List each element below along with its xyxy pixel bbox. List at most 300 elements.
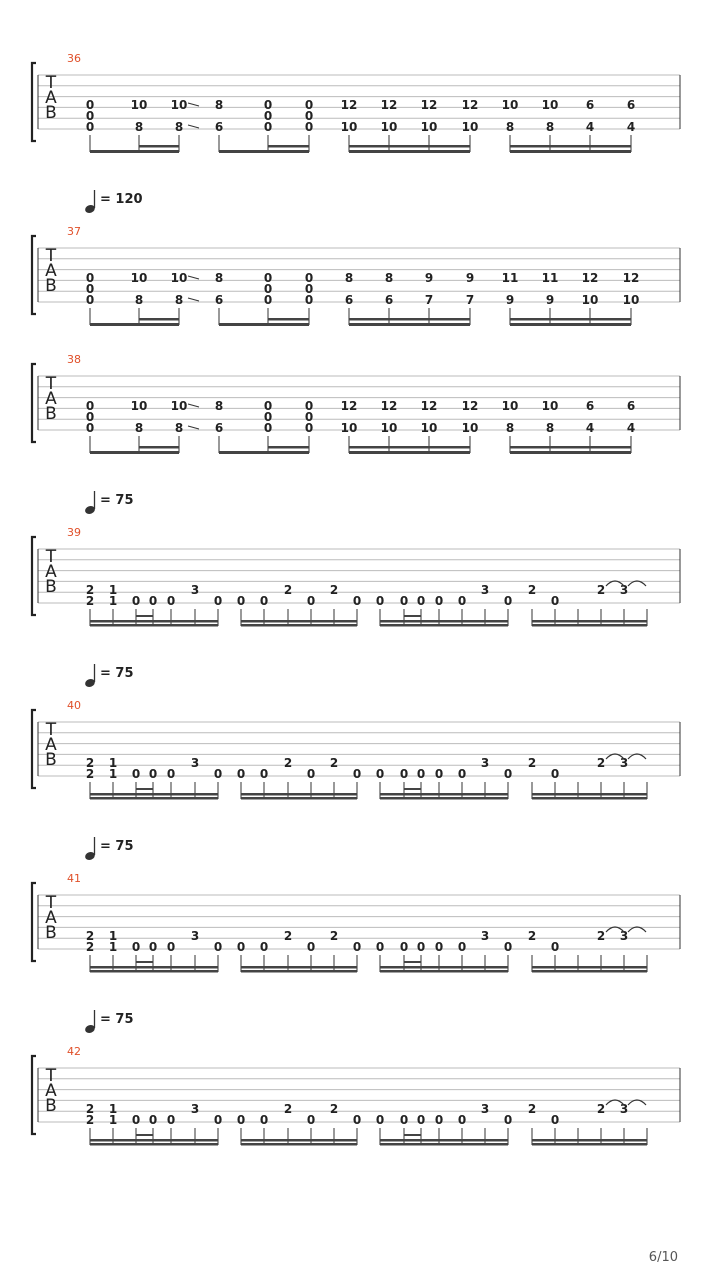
fret-number: 0 bbox=[399, 767, 409, 781]
fret-number: 0 bbox=[416, 767, 426, 781]
fret-number: 6 bbox=[585, 98, 595, 112]
beam bbox=[380, 966, 508, 969]
beam bbox=[241, 966, 357, 969]
tab-clef-letter: A bbox=[45, 88, 57, 108]
fret-number: 2 bbox=[283, 929, 293, 943]
fret-number: 0 bbox=[85, 282, 95, 296]
fret-number: 0 bbox=[399, 1113, 409, 1127]
fret-number: 10 bbox=[340, 421, 358, 435]
slide-mark bbox=[188, 298, 199, 301]
fret-number: 8 bbox=[214, 98, 224, 112]
fret-number: 2 bbox=[527, 1102, 537, 1116]
fret-number: 8 bbox=[214, 271, 224, 285]
fret-number: 0 bbox=[375, 594, 385, 608]
fret-number: 3 bbox=[619, 583, 629, 597]
fret-number: 0 bbox=[148, 594, 158, 608]
beam bbox=[90, 1139, 218, 1142]
beam bbox=[219, 150, 309, 153]
beam bbox=[90, 793, 218, 796]
fret-number: 0 bbox=[306, 594, 316, 608]
fret-number: 0 bbox=[306, 767, 316, 781]
fret-number: 0 bbox=[213, 1113, 223, 1127]
tab-clef-letter: B bbox=[45, 577, 57, 597]
beam bbox=[380, 624, 508, 627]
beam bbox=[90, 451, 179, 454]
fret-number: 8 bbox=[174, 120, 184, 134]
beam bbox=[241, 624, 357, 627]
tab-clef-letter: A bbox=[45, 908, 57, 928]
system-bracket bbox=[32, 1056, 36, 1134]
fret-number: 0 bbox=[166, 940, 176, 954]
fret-number: 0 bbox=[399, 940, 409, 954]
fret-number: 0 bbox=[434, 767, 444, 781]
fret-number: 6 bbox=[214, 293, 224, 307]
fret-number: 2 bbox=[329, 583, 339, 597]
fret-number: 10 bbox=[170, 399, 188, 413]
fret-number: 3 bbox=[190, 756, 200, 770]
beam bbox=[139, 446, 179, 449]
tab-clef-letter: A bbox=[45, 735, 57, 755]
fret-number: 10 bbox=[170, 271, 188, 285]
fret-number: 0 bbox=[236, 940, 246, 954]
fret-number: 0 bbox=[304, 120, 314, 134]
beam bbox=[241, 970, 357, 973]
fret-number: 4 bbox=[585, 120, 595, 134]
measure-number: 36 bbox=[67, 52, 81, 65]
fret-number: 0 bbox=[166, 1113, 176, 1127]
fret-number: 3 bbox=[619, 929, 629, 943]
fret-number: 0 bbox=[131, 940, 141, 954]
tempo-bpm: = 75 bbox=[100, 1012, 134, 1027]
beam bbox=[349, 150, 470, 153]
beam bbox=[90, 970, 218, 973]
fret-number: 0 bbox=[263, 98, 273, 112]
tab-clef-letter: T bbox=[45, 73, 57, 93]
fret-number: 0 bbox=[263, 410, 273, 424]
tab-clef-letter: A bbox=[45, 562, 57, 582]
fret-number: 0 bbox=[304, 410, 314, 424]
tab-clef-letter: T bbox=[45, 720, 57, 740]
system-bracket bbox=[32, 63, 36, 141]
beam bbox=[136, 1134, 153, 1136]
beam bbox=[510, 150, 631, 153]
fret-number: 0 bbox=[503, 594, 513, 608]
fret-number: 8 bbox=[134, 421, 144, 435]
fret-number: 2 bbox=[85, 929, 95, 943]
fret-number: 8 bbox=[545, 120, 555, 134]
fret-number: 0 bbox=[352, 767, 362, 781]
fret-number: 2 bbox=[596, 583, 606, 597]
beam bbox=[90, 966, 218, 969]
fret-number: 2 bbox=[85, 1113, 95, 1127]
fret-number: 4 bbox=[626, 120, 636, 134]
fret-number: 0 bbox=[375, 940, 385, 954]
fret-number: 0 bbox=[263, 293, 273, 307]
beam bbox=[90, 624, 218, 627]
beam bbox=[349, 145, 470, 148]
measure-number: 42 bbox=[67, 1045, 81, 1058]
slide-mark bbox=[188, 404, 199, 407]
measure-number: 41 bbox=[67, 872, 81, 885]
fret-number: 9 bbox=[424, 271, 434, 285]
fret-number: 1 bbox=[108, 1113, 118, 1127]
fret-number: 0 bbox=[434, 594, 444, 608]
fret-number: 0 bbox=[148, 1113, 158, 1127]
fret-number: 0 bbox=[399, 594, 409, 608]
beam bbox=[532, 624, 647, 627]
fret-number: 0 bbox=[131, 1113, 141, 1127]
fret-number: 12 bbox=[340, 399, 358, 413]
fret-number: 1 bbox=[108, 583, 118, 597]
fret-number: 2 bbox=[596, 756, 606, 770]
fret-number: 0 bbox=[236, 1113, 246, 1127]
beam bbox=[90, 620, 218, 623]
fret-number: 10 bbox=[501, 98, 519, 112]
beam bbox=[510, 318, 631, 321]
fret-number: 0 bbox=[148, 767, 158, 781]
fret-number: 1 bbox=[108, 767, 118, 781]
fret-number: 3 bbox=[619, 756, 629, 770]
beam bbox=[136, 788, 153, 790]
fret-number: 0 bbox=[213, 767, 223, 781]
system-bracket bbox=[32, 364, 36, 442]
beam bbox=[241, 797, 357, 800]
fret-number: 10 bbox=[130, 98, 148, 112]
tab-clef-letter: B bbox=[45, 750, 57, 770]
slide-mark bbox=[188, 103, 199, 106]
fret-number: 0 bbox=[148, 940, 158, 954]
beam bbox=[241, 620, 357, 623]
tab-clef-letter: B bbox=[45, 404, 57, 424]
beam bbox=[380, 1139, 508, 1142]
fret-number: 0 bbox=[457, 594, 467, 608]
fret-number: 2 bbox=[85, 767, 95, 781]
fret-number: 9 bbox=[545, 293, 555, 307]
beam bbox=[532, 797, 647, 800]
fret-number: 9 bbox=[505, 293, 515, 307]
beam bbox=[139, 145, 179, 148]
fret-number: 0 bbox=[306, 1113, 316, 1127]
fret-number: 0 bbox=[416, 940, 426, 954]
tempo-bpm: = 120 bbox=[100, 192, 143, 207]
slide-mark bbox=[188, 276, 199, 279]
tab-clef-letter: T bbox=[45, 547, 57, 567]
beam bbox=[510, 451, 631, 454]
fret-number: 8 bbox=[214, 399, 224, 413]
measure-number: 38 bbox=[67, 353, 81, 366]
fret-number: 0 bbox=[304, 399, 314, 413]
tab-clef-letter: B bbox=[45, 923, 57, 943]
fret-number: 3 bbox=[480, 1102, 490, 1116]
tab-clef-letter: A bbox=[45, 1081, 57, 1101]
beam bbox=[380, 797, 508, 800]
fret-number: 3 bbox=[480, 929, 490, 943]
fret-number: 0 bbox=[259, 594, 269, 608]
fret-number: 0 bbox=[503, 767, 513, 781]
fret-number: 8 bbox=[344, 271, 354, 285]
fret-number: 2 bbox=[85, 940, 95, 954]
slide-mark bbox=[188, 125, 199, 128]
tab-clef-letter: T bbox=[45, 246, 57, 266]
system-bracket bbox=[32, 236, 36, 314]
tab-clef-letter: A bbox=[45, 261, 57, 281]
fret-number: 0 bbox=[85, 120, 95, 134]
beam bbox=[349, 318, 470, 321]
fret-number: 6 bbox=[214, 421, 224, 435]
fret-number: 0 bbox=[85, 399, 95, 413]
fret-number: 0 bbox=[375, 767, 385, 781]
fret-number: 10 bbox=[622, 293, 640, 307]
fret-number: 0 bbox=[550, 1113, 560, 1127]
fret-number: 8 bbox=[505, 120, 515, 134]
beam bbox=[404, 788, 421, 790]
fret-number: 9 bbox=[465, 271, 475, 285]
fret-number: 0 bbox=[434, 1113, 444, 1127]
fret-number: 0 bbox=[416, 1113, 426, 1127]
fret-number: 10 bbox=[130, 271, 148, 285]
tempo-bpm: = 75 bbox=[100, 839, 134, 854]
fret-number: 0 bbox=[434, 940, 444, 954]
fret-number: 1 bbox=[108, 929, 118, 943]
beam bbox=[139, 318, 179, 321]
fret-number: 8 bbox=[545, 421, 555, 435]
fret-number: 1 bbox=[108, 756, 118, 770]
fret-number: 0 bbox=[503, 1113, 513, 1127]
fret-number: 0 bbox=[213, 594, 223, 608]
fret-number: 0 bbox=[304, 98, 314, 112]
fret-number: 3 bbox=[190, 929, 200, 943]
beam bbox=[532, 620, 647, 623]
fret-number: 6 bbox=[626, 399, 636, 413]
beam bbox=[241, 1143, 357, 1146]
fret-number: 0 bbox=[352, 1113, 362, 1127]
fret-number: 0 bbox=[263, 399, 273, 413]
beam bbox=[241, 1139, 357, 1142]
fret-number: 0 bbox=[263, 109, 273, 123]
fret-number: 12 bbox=[461, 399, 479, 413]
fret-number: 10 bbox=[340, 120, 358, 134]
fret-number: 10 bbox=[420, 421, 438, 435]
fret-number: 3 bbox=[190, 1102, 200, 1116]
fret-number: 8 bbox=[134, 120, 144, 134]
fret-number: 4 bbox=[626, 421, 636, 435]
fret-number: 10 bbox=[380, 421, 398, 435]
tab-clef-letter: B bbox=[45, 1096, 57, 1116]
beam bbox=[380, 620, 508, 623]
fret-number: 12 bbox=[622, 271, 640, 285]
fret-number: 0 bbox=[263, 282, 273, 296]
fret-number: 2 bbox=[329, 929, 339, 943]
system-bracket bbox=[32, 537, 36, 615]
slide-mark bbox=[188, 426, 199, 429]
tab-clef-letter: T bbox=[45, 374, 57, 394]
fret-number: 6 bbox=[214, 120, 224, 134]
fret-number: 0 bbox=[259, 767, 269, 781]
fret-number: 0 bbox=[85, 293, 95, 307]
fret-number: 0 bbox=[236, 767, 246, 781]
fret-number: 0 bbox=[304, 282, 314, 296]
fret-number: 12 bbox=[420, 98, 438, 112]
fret-number: 0 bbox=[259, 940, 269, 954]
beam bbox=[219, 323, 309, 326]
fret-number: 2 bbox=[85, 1102, 95, 1116]
tab-clef-letter: B bbox=[45, 103, 57, 123]
fret-number: 0 bbox=[457, 767, 467, 781]
fret-number: 12 bbox=[581, 271, 599, 285]
fret-number: 8 bbox=[174, 421, 184, 435]
fret-number: 12 bbox=[340, 98, 358, 112]
fret-number: 2 bbox=[527, 756, 537, 770]
fret-number: 0 bbox=[213, 940, 223, 954]
fret-number: 0 bbox=[85, 410, 95, 424]
beam bbox=[349, 323, 470, 326]
fret-number: 0 bbox=[85, 98, 95, 112]
fret-number: 6 bbox=[344, 293, 354, 307]
beam bbox=[404, 961, 421, 963]
fret-number: 6 bbox=[585, 399, 595, 413]
page-number: 6/10 bbox=[648, 1250, 678, 1265]
beam bbox=[380, 1143, 508, 1146]
fret-number: 0 bbox=[131, 767, 141, 781]
beam bbox=[380, 970, 508, 973]
fret-number: 10 bbox=[461, 120, 479, 134]
fret-number: 2 bbox=[85, 583, 95, 597]
fret-number: 0 bbox=[85, 271, 95, 285]
fret-number: 12 bbox=[461, 98, 479, 112]
beam bbox=[532, 1143, 647, 1146]
fret-number: 8 bbox=[505, 421, 515, 435]
measure-number: 40 bbox=[67, 699, 81, 712]
beam bbox=[510, 145, 631, 148]
fret-number: 3 bbox=[480, 583, 490, 597]
measure-number: 37 bbox=[67, 225, 81, 238]
fret-number: 2 bbox=[85, 756, 95, 770]
fret-number: 12 bbox=[380, 98, 398, 112]
fret-number: 2 bbox=[329, 756, 339, 770]
beam bbox=[404, 1134, 421, 1136]
fret-number: 0 bbox=[457, 1113, 467, 1127]
fret-number: 0 bbox=[352, 594, 362, 608]
system-bracket bbox=[32, 883, 36, 961]
fret-number: 0 bbox=[263, 271, 273, 285]
tab-clef-letter: A bbox=[45, 389, 57, 409]
fret-number: 1 bbox=[108, 940, 118, 954]
fret-number: 0 bbox=[85, 421, 95, 435]
fret-number: 0 bbox=[304, 293, 314, 307]
fret-number: 10 bbox=[170, 98, 188, 112]
fret-number: 2 bbox=[283, 583, 293, 597]
fret-number: 10 bbox=[581, 293, 599, 307]
beam bbox=[510, 323, 631, 326]
fret-number: 0 bbox=[550, 594, 560, 608]
fret-number: 10 bbox=[380, 120, 398, 134]
beam bbox=[532, 793, 647, 796]
fret-number: 0 bbox=[416, 594, 426, 608]
beam bbox=[349, 446, 470, 449]
tab-clef-letter: B bbox=[45, 276, 57, 296]
beam bbox=[90, 797, 218, 800]
fret-number: 2 bbox=[283, 1102, 293, 1116]
fret-number: 0 bbox=[263, 421, 273, 435]
beam bbox=[532, 966, 647, 969]
fret-number: 2 bbox=[596, 1102, 606, 1116]
fret-number: 7 bbox=[465, 293, 475, 307]
beam bbox=[404, 615, 421, 617]
fret-number: 0 bbox=[550, 767, 560, 781]
fret-number: 0 bbox=[166, 594, 176, 608]
beam bbox=[90, 323, 179, 326]
beam bbox=[532, 1139, 647, 1142]
fret-number: 3 bbox=[190, 583, 200, 597]
fret-number: 0 bbox=[503, 940, 513, 954]
fret-number: 0 bbox=[352, 940, 362, 954]
fret-number: 6 bbox=[626, 98, 636, 112]
fret-number: 4 bbox=[585, 421, 595, 435]
fret-number: 0 bbox=[550, 940, 560, 954]
fret-number: 0 bbox=[236, 594, 246, 608]
measure-number: 39 bbox=[67, 526, 81, 539]
fret-number: 10 bbox=[501, 399, 519, 413]
beam bbox=[349, 451, 470, 454]
tab-clef-letter: T bbox=[45, 893, 57, 913]
fret-number: 11 bbox=[541, 271, 559, 285]
fret-number: 2 bbox=[596, 929, 606, 943]
fret-number: 12 bbox=[380, 399, 398, 413]
fret-number: 0 bbox=[85, 109, 95, 123]
fret-number: 0 bbox=[166, 767, 176, 781]
fret-number: 2 bbox=[85, 594, 95, 608]
fret-number: 3 bbox=[619, 1102, 629, 1116]
fret-number: 8 bbox=[134, 293, 144, 307]
fret-number: 6 bbox=[384, 293, 394, 307]
fret-number: 2 bbox=[527, 929, 537, 943]
fret-number: 8 bbox=[384, 271, 394, 285]
fret-number: 0 bbox=[263, 120, 273, 134]
beam bbox=[532, 970, 647, 973]
fret-number: 10 bbox=[541, 98, 559, 112]
beam bbox=[268, 145, 309, 148]
beam bbox=[268, 446, 309, 449]
fret-number: 1 bbox=[108, 594, 118, 608]
fret-number: 10 bbox=[420, 120, 438, 134]
beam bbox=[268, 318, 309, 321]
fret-number: 0 bbox=[375, 1113, 385, 1127]
fret-number: 10 bbox=[130, 399, 148, 413]
beam bbox=[219, 451, 309, 454]
beam bbox=[380, 793, 508, 796]
fret-number: 7 bbox=[424, 293, 434, 307]
fret-number: 8 bbox=[174, 293, 184, 307]
tab-clef-letter: T bbox=[45, 1066, 57, 1086]
fret-number: 0 bbox=[457, 940, 467, 954]
tempo-bpm: = 75 bbox=[100, 666, 134, 681]
fret-number: 11 bbox=[501, 271, 519, 285]
tempo-bpm: = 75 bbox=[100, 493, 134, 508]
fret-number: 10 bbox=[461, 421, 479, 435]
fret-number: 1 bbox=[108, 1102, 118, 1116]
fret-number: 0 bbox=[304, 421, 314, 435]
fret-number: 10 bbox=[541, 399, 559, 413]
beam bbox=[136, 615, 153, 617]
fret-number: 0 bbox=[304, 109, 314, 123]
beam bbox=[510, 446, 631, 449]
fret-number: 0 bbox=[131, 594, 141, 608]
fret-number: 2 bbox=[283, 756, 293, 770]
fret-number: 0 bbox=[306, 940, 316, 954]
fret-number: 2 bbox=[329, 1102, 339, 1116]
fret-number: 3 bbox=[480, 756, 490, 770]
beam bbox=[90, 150, 179, 153]
